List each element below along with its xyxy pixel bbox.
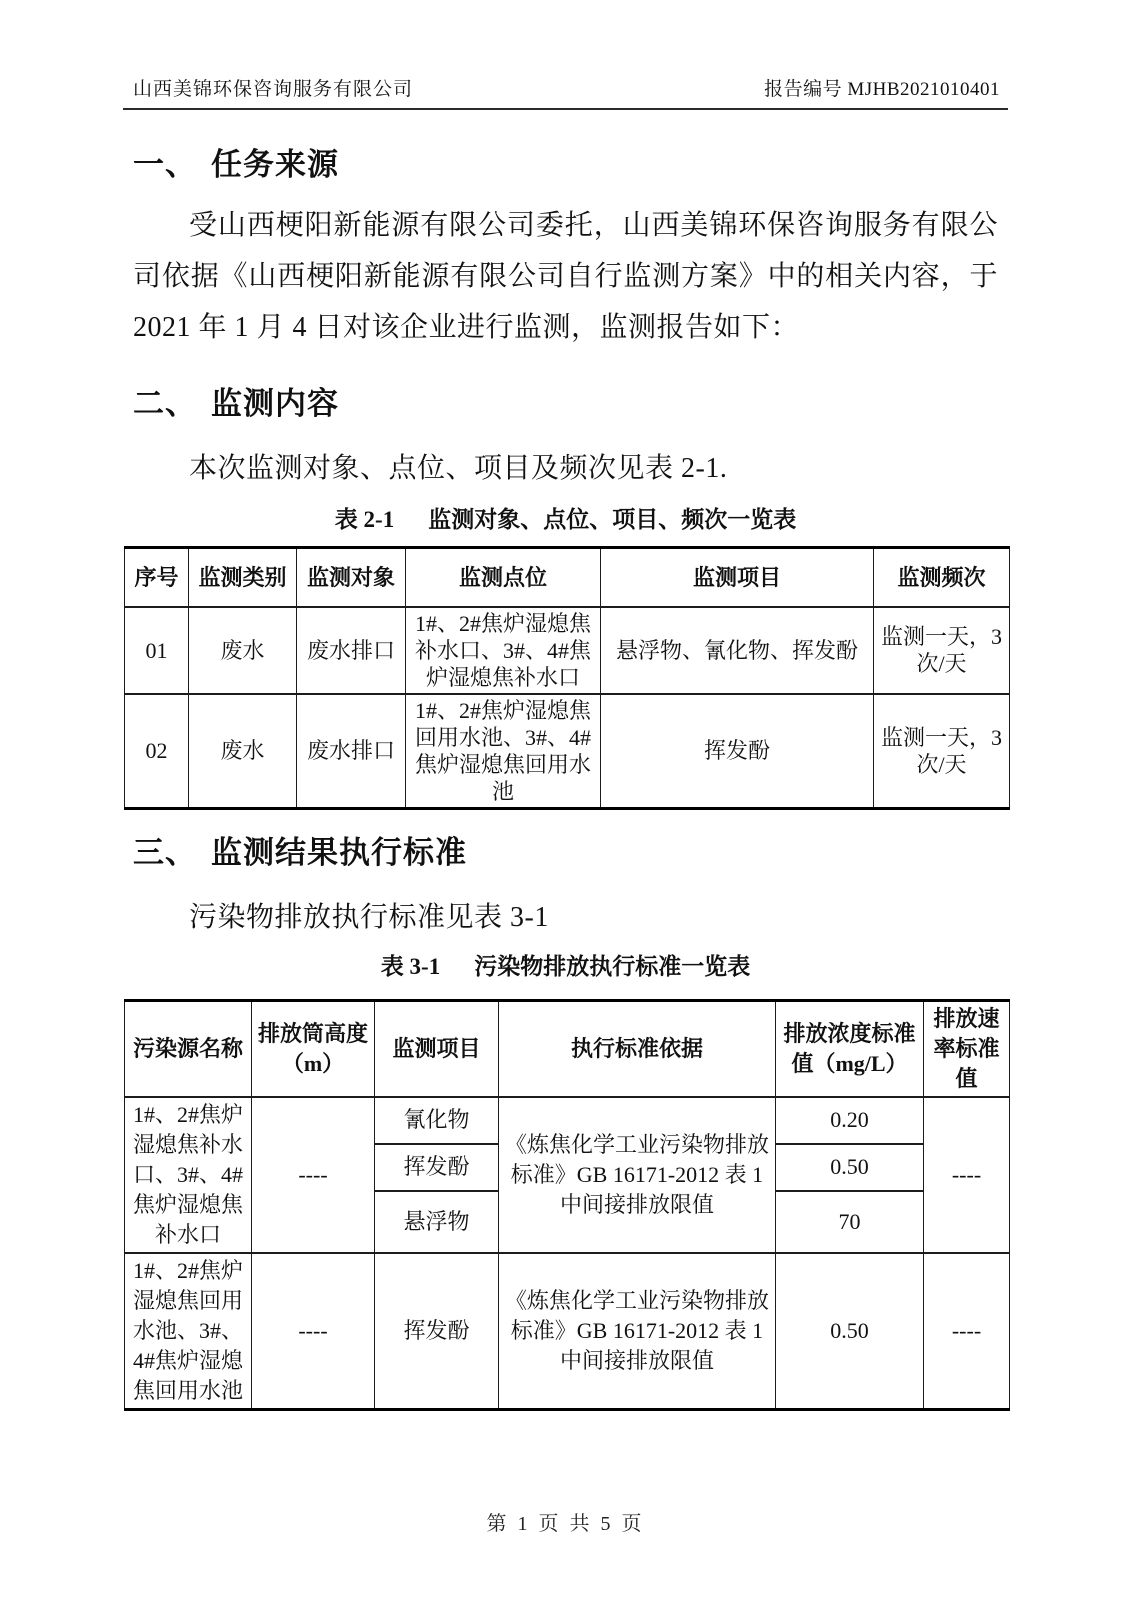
table-header-row — [125, 548, 1010, 607]
column-header: 排放浓度标准值（mg/L） — [776, 1000, 924, 1097]
cell-monitor-item: 悬浮物 — [375, 1191, 499, 1253]
table-caption-title: 污染物排放执行标准一览表 — [474, 953, 751, 979]
section-title: 任务来源 — [211, 147, 339, 182]
document-header — [123, 78, 1008, 110]
cell-category: 废水 — [189, 607, 297, 694]
cell-concentration-limit: 0.50 — [776, 1144, 924, 1191]
section-number: 二、 — [133, 386, 197, 421]
table-caption-label: 表 3-1 — [380, 953, 441, 979]
column-header: 监测项目 — [601, 548, 874, 607]
column-header: 序号 — [125, 548, 189, 607]
cell-pollution-source: 1#、2#焦炉湿熄焦回用水池、3#、4#焦炉湿熄焦回用水池 — [125, 1253, 252, 1410]
cell-concentration-limit: 0.50 — [776, 1253, 924, 1410]
cell-concentration-limit: 70 — [776, 1191, 924, 1253]
table-row — [125, 607, 1010, 694]
table-header-row — [125, 1000, 1010, 1097]
column-header: 监测对象 — [297, 548, 406, 607]
cell-object: 废水排口 — [297, 607, 406, 694]
section-heading-2 — [133, 383, 998, 425]
section-1-paragraph: 受山西梗阳新能源有限公司委托，山西美锦环保咨询服务有限公司依据《山西梗阳新能源有限公司自行监测方案》中的相关内容，于 2021 年 1 月 4 日对该企业进行监测，监测报告如下： — [133, 210, 998, 343]
table-row — [125, 1253, 1010, 1410]
column-header: 监测频次 — [874, 548, 1010, 607]
cell-concentration-limit: 0.20 — [776, 1097, 924, 1144]
cell-stack-height: ---- — [252, 1253, 375, 1410]
cell-seq: 01 — [125, 607, 189, 694]
cell-frequency: 监测一天，3 次/天 — [874, 694, 1010, 809]
section-number: 三、 — [133, 834, 197, 870]
column-header: 监测项目 — [375, 1000, 499, 1097]
cell-monitor-item: 挥发酚 — [375, 1144, 499, 1191]
cell-seq: 02 — [125, 694, 189, 809]
emission-standards-table — [124, 999, 1010, 1411]
cell-rate-limit: ---- — [924, 1097, 1010, 1253]
table-caption-title: 监测对象、点位、项目、频次一览表 — [428, 507, 797, 532]
table-3-1-caption — [123, 953, 1008, 981]
section-title: 监测内容 — [211, 386, 339, 421]
cell-points: 1#、2#焦炉湿熄焦回用水池、3#、4#焦炉湿熄焦回用水池 — [406, 694, 601, 809]
report-number: 报告编号 MJHB2021010401 — [764, 79, 1000, 100]
monitoring-content-table — [124, 546, 1010, 810]
section-title: 监测结果执行标准 — [211, 834, 467, 870]
page-number: 第 1 页 共 5 页 — [486, 1512, 645, 1535]
cell-object: 废水排口 — [297, 694, 406, 809]
table-caption-label: 表 2-1 — [334, 507, 395, 532]
table-row — [125, 1097, 1010, 1144]
column-header: 监测类别 — [189, 548, 297, 607]
section-number: 一、 — [133, 147, 197, 182]
section-2-paragraph: 本次监测对象、点位、项目及频次见表 2-1. — [189, 453, 728, 484]
column-header: 排放筒高度（m） — [252, 1000, 375, 1097]
cell-standard-basis: 《炼焦化学工业污染物排放标准》GB 16171-2012 表 1 中间接排放限值 — [499, 1097, 776, 1253]
cell-rate-limit: ---- — [924, 1253, 1010, 1410]
column-header: 执行标准依据 — [499, 1000, 776, 1097]
cell-stack-height: ---- — [252, 1097, 375, 1253]
company-name: 山西美锦环保咨询服务有限公司 — [133, 79, 414, 100]
section-heading-3 — [133, 832, 998, 874]
cell-standard-basis: 《炼焦化学工业污染物排放标准》GB 16171-2012 表 1 中间接排放限值 — [499, 1253, 776, 1410]
cell-monitor-item: 氰化物 — [375, 1097, 499, 1144]
cell-category: 废水 — [189, 694, 297, 809]
table-2-1-caption — [123, 506, 1008, 534]
section-3-paragraph: 污染物排放执行标准见表 3-1 — [189, 901, 549, 933]
cell-frequency: 监测一天，3 次/天 — [874, 607, 1010, 694]
column-header: 监测点位 — [406, 548, 601, 607]
cell-items: 悬浮物、氰化物、挥发酚 — [601, 607, 874, 694]
table-row — [125, 694, 1010, 809]
cell-items: 挥发酚 — [601, 694, 874, 809]
column-header: 排放速率标准值 — [924, 1000, 1010, 1097]
column-header: 污染源名称 — [125, 1000, 252, 1097]
cell-pollution-source: 1#、2#焦炉湿熄焦补水口、3#、4#焦炉湿熄焦补水口 — [125, 1097, 252, 1253]
cell-monitor-item: 挥发酚 — [375, 1253, 499, 1410]
section-heading-1 — [133, 144, 998, 186]
cell-points: 1#、2#焦炉湿熄焦补水口、3#、4#焦炉湿熄焦补水口 — [406, 607, 601, 694]
